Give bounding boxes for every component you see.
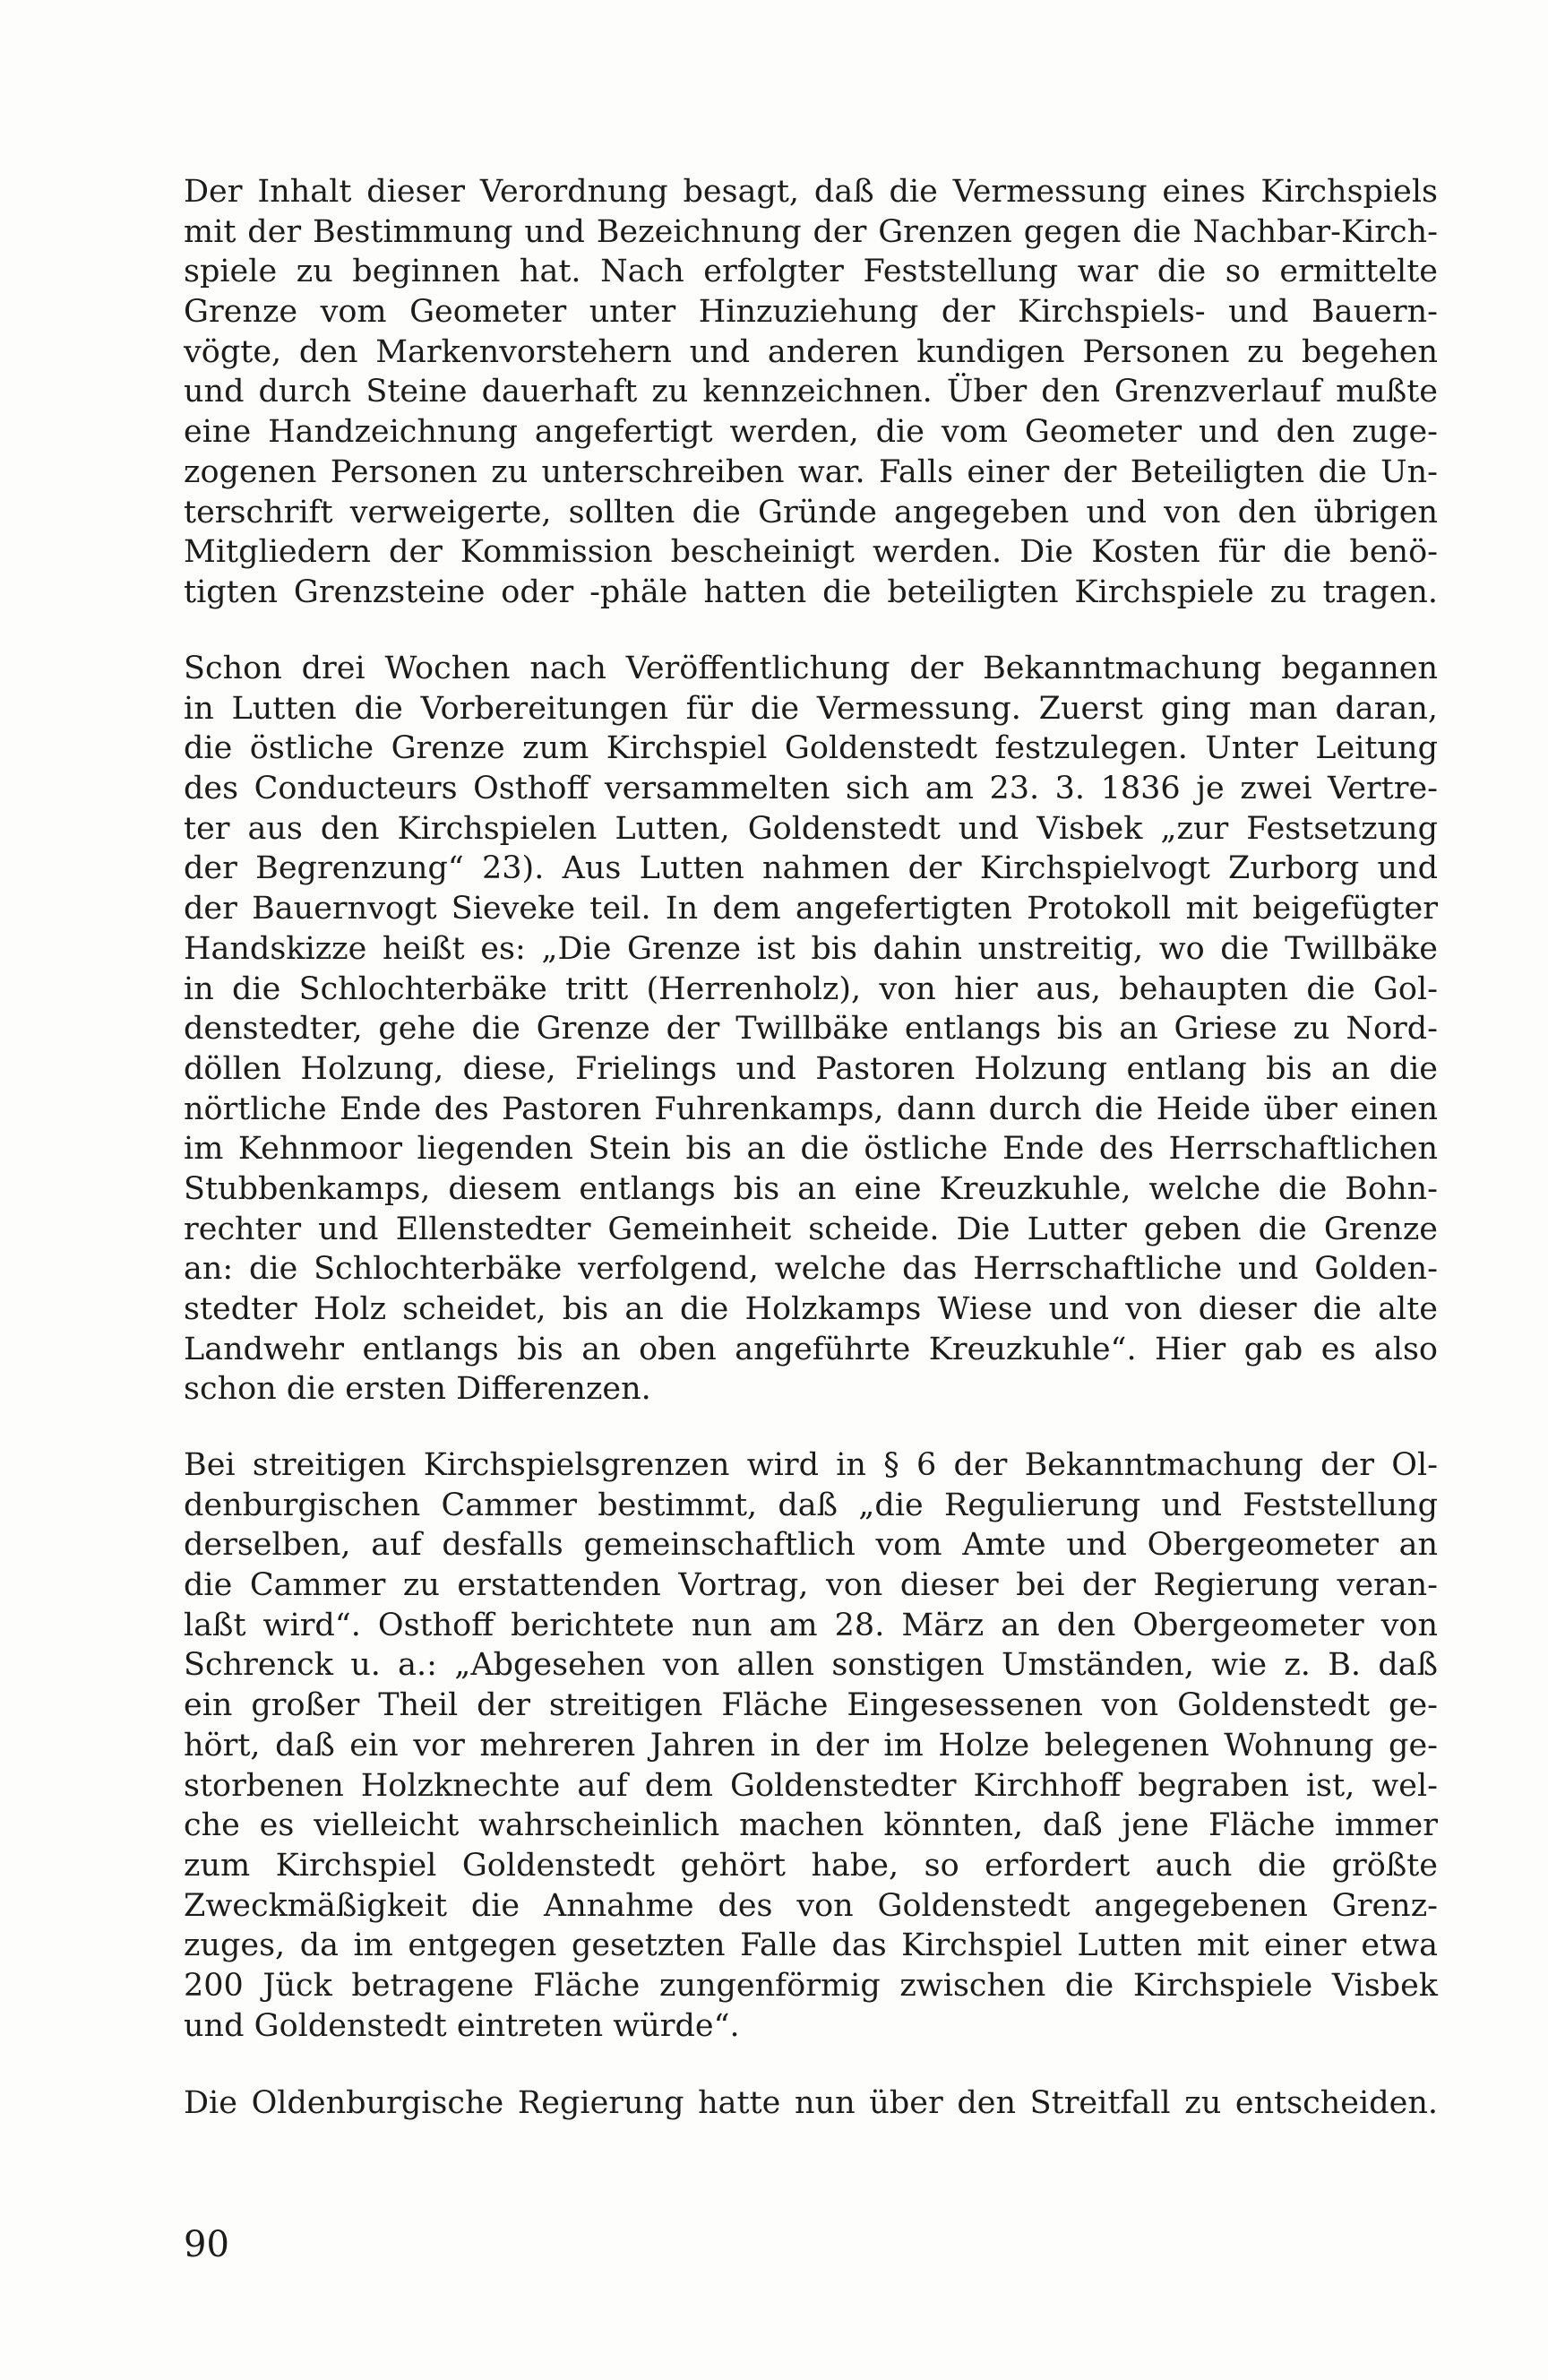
text-line: Die Oldenburgische Regierung hatte nun über den Streitfall zu entscheiden. <box>184 2085 1438 2121</box>
text-line: des Conducteurs Osthoff versammelten sich am 23. 3. 1836 je zwei Vertre- <box>184 771 1438 807</box>
text-line: terschrift verweigerte, sollten die Gründe angegeben und von den übrigen <box>184 494 1438 530</box>
text-line: ein großer Theil der streitigen Fläche Eingesessenen von Goldenstedt ge- <box>184 1687 1438 1724</box>
text-line: Schon drei Wochen nach Veröffentlichung der Bekanntmachung begannen <box>184 651 1438 686</box>
text-line: Handskizze heißt es: „Die Grenze ist bis dahin unstreitig, wo die Twillbäke <box>184 930 1438 967</box>
paragraph-1 <box>184 172 1438 613</box>
text-line: rechter und Ellenstedter Gemeinheit scheide. Die Lutter geben die Grenze <box>184 1211 1438 1247</box>
text-line: Zweckmäßigkeit die Annahme des von Goldenstedt angegebenen Grenz- <box>184 1887 1438 1924</box>
text-line: vögte, den Markenvorstehern und anderen kundigen Personen zu begehen <box>184 333 1438 370</box>
text-line: zum Kirchspiel Goldenstedt gehört habe, so erfordert auch die größte <box>184 1847 1438 1884</box>
text-line: che es vielleicht wahrscheinlich machen könnten, daß jene Fläche immer <box>184 1807 1438 1844</box>
text-line: eine Handzeichnung angefertigt werden, die vom Geometer und den zuge- <box>184 414 1438 451</box>
paragraph-3 <box>184 1445 1438 2046</box>
text-line: hört, daß ein vor mehreren Jahren in der im Holze belegenen Wohnung ge- <box>184 1727 1438 1763</box>
paragraph-4 <box>184 2083 1438 2124</box>
text-line: an: die Schlochterbäke verfolgend, welche das Herrschaftliche und Golden- <box>184 1251 1438 1288</box>
text-line: denstedter, gehe die Grenze der Twillbäke entlangs bis an Griese zu Nord- <box>184 1011 1438 1048</box>
text-line: die östliche Grenze zum Kirchspiel Goldenstedt festzulegen. Unter Leitung <box>184 730 1438 767</box>
text-line: storbenen Holzknechte auf dem Goldenstedter Kirchhoff begraben ist, wel- <box>184 1767 1438 1804</box>
text-line: Grenze vom Geometer unter Hinzuziehung der Kirchspiels- und Bauern- <box>184 294 1438 331</box>
text-line: tigten Grenzsteine oder -phäle hatten die beteiligten Kirchspiele zu tragen. <box>184 573 1438 610</box>
text-line: Mitgliedern der Kommission bescheinigt werden. Die Kosten für die benö- <box>184 534 1438 571</box>
text-line: Landwehr entlangs bis an oben angeführte Kreuzkuhle“. Hier gab es also <box>184 1331 1438 1367</box>
text-line: schon die ersten Differenzen. <box>184 1371 651 1408</box>
text-line: in Lutten die Vorbereitungen für die Vermessung. Zuerst ging man daran, <box>184 690 1438 727</box>
text-line: spiele zu beginnen hat. Nach erfolgter Feststellung war die so ermittelte <box>184 254 1438 290</box>
text-line: und Goldenstedt eintreten würde“. <box>184 2007 740 2044</box>
text-line: ter aus den Kirchspielen Lutten, Goldenstedt und Visbek „zur Festsetzung <box>184 810 1438 847</box>
text-line: mit der Bestimmung und Bezeichnung der Grenzen gegen die Nachbar-Kirch- <box>184 213 1438 250</box>
text-line: die Cammer zu erstattenden Vortrag, von dieser bei der Regierung veran- <box>184 1567 1438 1604</box>
page-number: 90 <box>184 2224 229 2265</box>
text-line: derselben, auf desfalls gemeinschaftlich vom Amte und Obergeometer an <box>184 1527 1438 1564</box>
text-line: zogenen Personen zu unterschreiben war. Falls einer der Beteiligten die Un- <box>184 453 1438 490</box>
text-line: laßt wird“. Osthoff berichtete nun am 28. März an den Obergeometer von <box>184 1607 1438 1643</box>
text-line: Bei streitigen Kirchspielsgrenzen wird in § 6 der Bekanntmachung der Ol- <box>184 1447 1438 1483</box>
paragraph-2 <box>184 649 1438 1410</box>
text-line: zuges, da im entgegen gesetzten Falle das Kirchspiel Lutten mit einer etwa <box>184 1927 1438 1964</box>
text-line: und durch Steine dauerhaft zu kennzeichnen. Über den Grenzverlauf mußte <box>184 374 1438 410</box>
text-line: denburgischen Cammer bestimmt, daß „die Regulierung und Feststellung <box>184 1487 1438 1523</box>
text-line: stedter Holz scheidet, bis an die Holzkamps Wiese und von dieser die alte <box>184 1291 1438 1327</box>
text-line: in die Schlochterbäke tritt (Herrenholz), von hier aus, behaupten die Gol- <box>184 970 1438 1007</box>
text-line: im Kehnmoor liegenden Stein bis an die östliche Ende des Herrschaftlichen <box>184 1131 1438 1168</box>
text-line: Stubbenkamps, diesem entlangs bis an eine Kreuzkuhle, welche die Bohn- <box>184 1170 1438 1207</box>
text-line: 200 Jück betragene Fläche zungenförmig zwischen die Kirchspiele Visbek <box>184 1967 1438 2004</box>
text-line: Schrenck u. a.: „Abgesehen von allen sonstigen Umständen, wie z. B. daß <box>184 1647 1438 1684</box>
text-line: döllen Holzung, diese, Frielings und Pastoren Holzung entlang bis an die <box>184 1050 1438 1087</box>
text-line: nörtliche Ende des Pastoren Fuhrenkamps, dann durch die Heide über einen <box>184 1091 1438 1127</box>
text-line: der Begrenzung“ 23). Aus Lutten nahmen der Kirchspielvogt Zurborg und <box>184 850 1438 887</box>
text-line: der Bauernvogt Sieveke teil. In dem angefertigten Protokoll mit beigefügter <box>184 891 1438 927</box>
text-line: Der Inhalt dieser Verordnung besagt, daß die Vermessung eines Kirchspiels <box>184 174 1438 210</box>
